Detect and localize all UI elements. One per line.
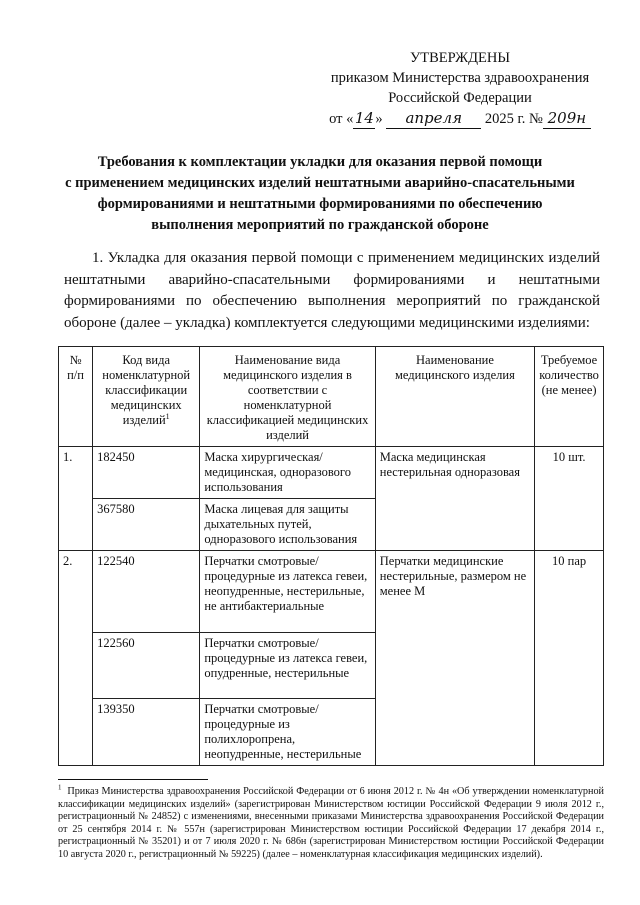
row-code: 122540 [93,551,200,633]
handwritten-month: апреля [386,108,481,129]
handwritten-day: 14 [354,109,374,127]
row-quantity: 10 пар [535,551,604,766]
approval-country-line: Российской Федерации [388,90,532,106]
row-type-name: Перчатки смотровые/ процедурные из латекса гевеи, неопудренные, нестерильные, не антибактериальные [200,551,375,633]
year-and-number-label: 2025 г. № [484,111,543,127]
header-code [93,347,200,447]
medical-items-table [58,346,604,766]
row-code: 122560 [93,633,200,699]
footnote-text: Приказ Министерства здравоохранения Российской Федерации от 6 июня 2012 г. № 4н «Об утверждении номенклатурной классификации медицинских изделий» (зарегистрирован Министерством юстиции Российской Федерации 9 июля 2012 г., регистрационный № 24852) с изменениями, внесенными приказами Министерства здравоохранения Российской Федерации от 25 сентября 2014 г. № 557н (зарегистрирован Министерством юстиции Российской Федерации 17 декабря 2014 г., регистрационный № 35201) и от 7 июля 2020 г. № 686н (зарегистрирован Министерством юстиции Российской Федерации 10 августа 2020 г., регистрационный № 59225) (далее – номенклатурная классификация медицинских изделий). [58,786,605,860]
row-type-name: Маска лицевая для защиты дыхательных путей, одноразового использования [200,499,375,551]
date-mid: » [375,111,383,127]
header-num: № п/п [59,347,93,447]
row-type-name: Маска хирургическая/ медицинская, одноразового использования [200,447,375,499]
footnote [58,783,605,862]
table-row [59,551,604,633]
header-quantity: Требуемое количество (не менее) [535,347,604,447]
handwritten-order-number: 209н [543,108,591,129]
row-num: 2. [59,551,93,766]
row-item-name: Перчатки медицинские нестерильные, размером не менее M [375,551,534,766]
approval-block [300,48,620,129]
title-line-4: выполнения мероприятий по гражданской обороне [151,217,489,233]
date-prefix: от « [329,111,354,127]
table-row [59,447,604,499]
header-item-name: Наименование медицинского изделия [375,347,534,447]
approval-date-line [300,108,620,129]
row-code: 139350 [93,699,200,766]
title-line-3: формированиями и нештатными формированиями по обеспечению [97,196,543,212]
row-code: 367580 [93,499,200,551]
footnote-separator [58,779,208,780]
row-quantity: 10 шт. [535,447,604,551]
header-type-name: Наименование вида медицинского изделия в соответствии с номенклатурной классификацией медицинских изделий [200,347,375,447]
approval-heading: УТВЕРЖДЕНЫ [409,50,511,66]
approval-order-line: приказом Министерства здравоохранения [330,70,590,86]
row-type-name: Перчатки смотровые/ процедурные из полихлоропрена, неопудренные, нестерильные [200,699,375,766]
header-code-text: Код вида номенклатурной классификации медицинских изделий [102,353,191,427]
header-code-footnote-marker: 1 [165,411,170,421]
document-title [40,152,600,236]
table-header-row [59,347,604,447]
intro-paragraph: 1. Укладка для оказания первой помощи с применением медицинских изделий нештатными аварийно-спасательными формированиями и нештатными формированиями по обеспечению выполнения мероприятий по гражданской обороне (далее – укладка) комплектуется следующими медицинскими изделиями: [64,250,600,331]
row-num: 1. [59,447,93,551]
row-code: 182450 [93,447,200,499]
row-item-name: Маска медицинская нестерильная одноразовая [375,447,534,551]
footnote-marker: 1 [58,783,62,792]
title-line-1: Требования к комплектации укладки для оказания первой помощи [97,154,543,170]
row-type-name: Перчатки смотровые/ процедурные из латекса гевеи, опудренные, нестерильные [200,633,375,699]
title-line-2: с применением медицинских изделий нештатными аварийно-спасательными [65,175,575,191]
